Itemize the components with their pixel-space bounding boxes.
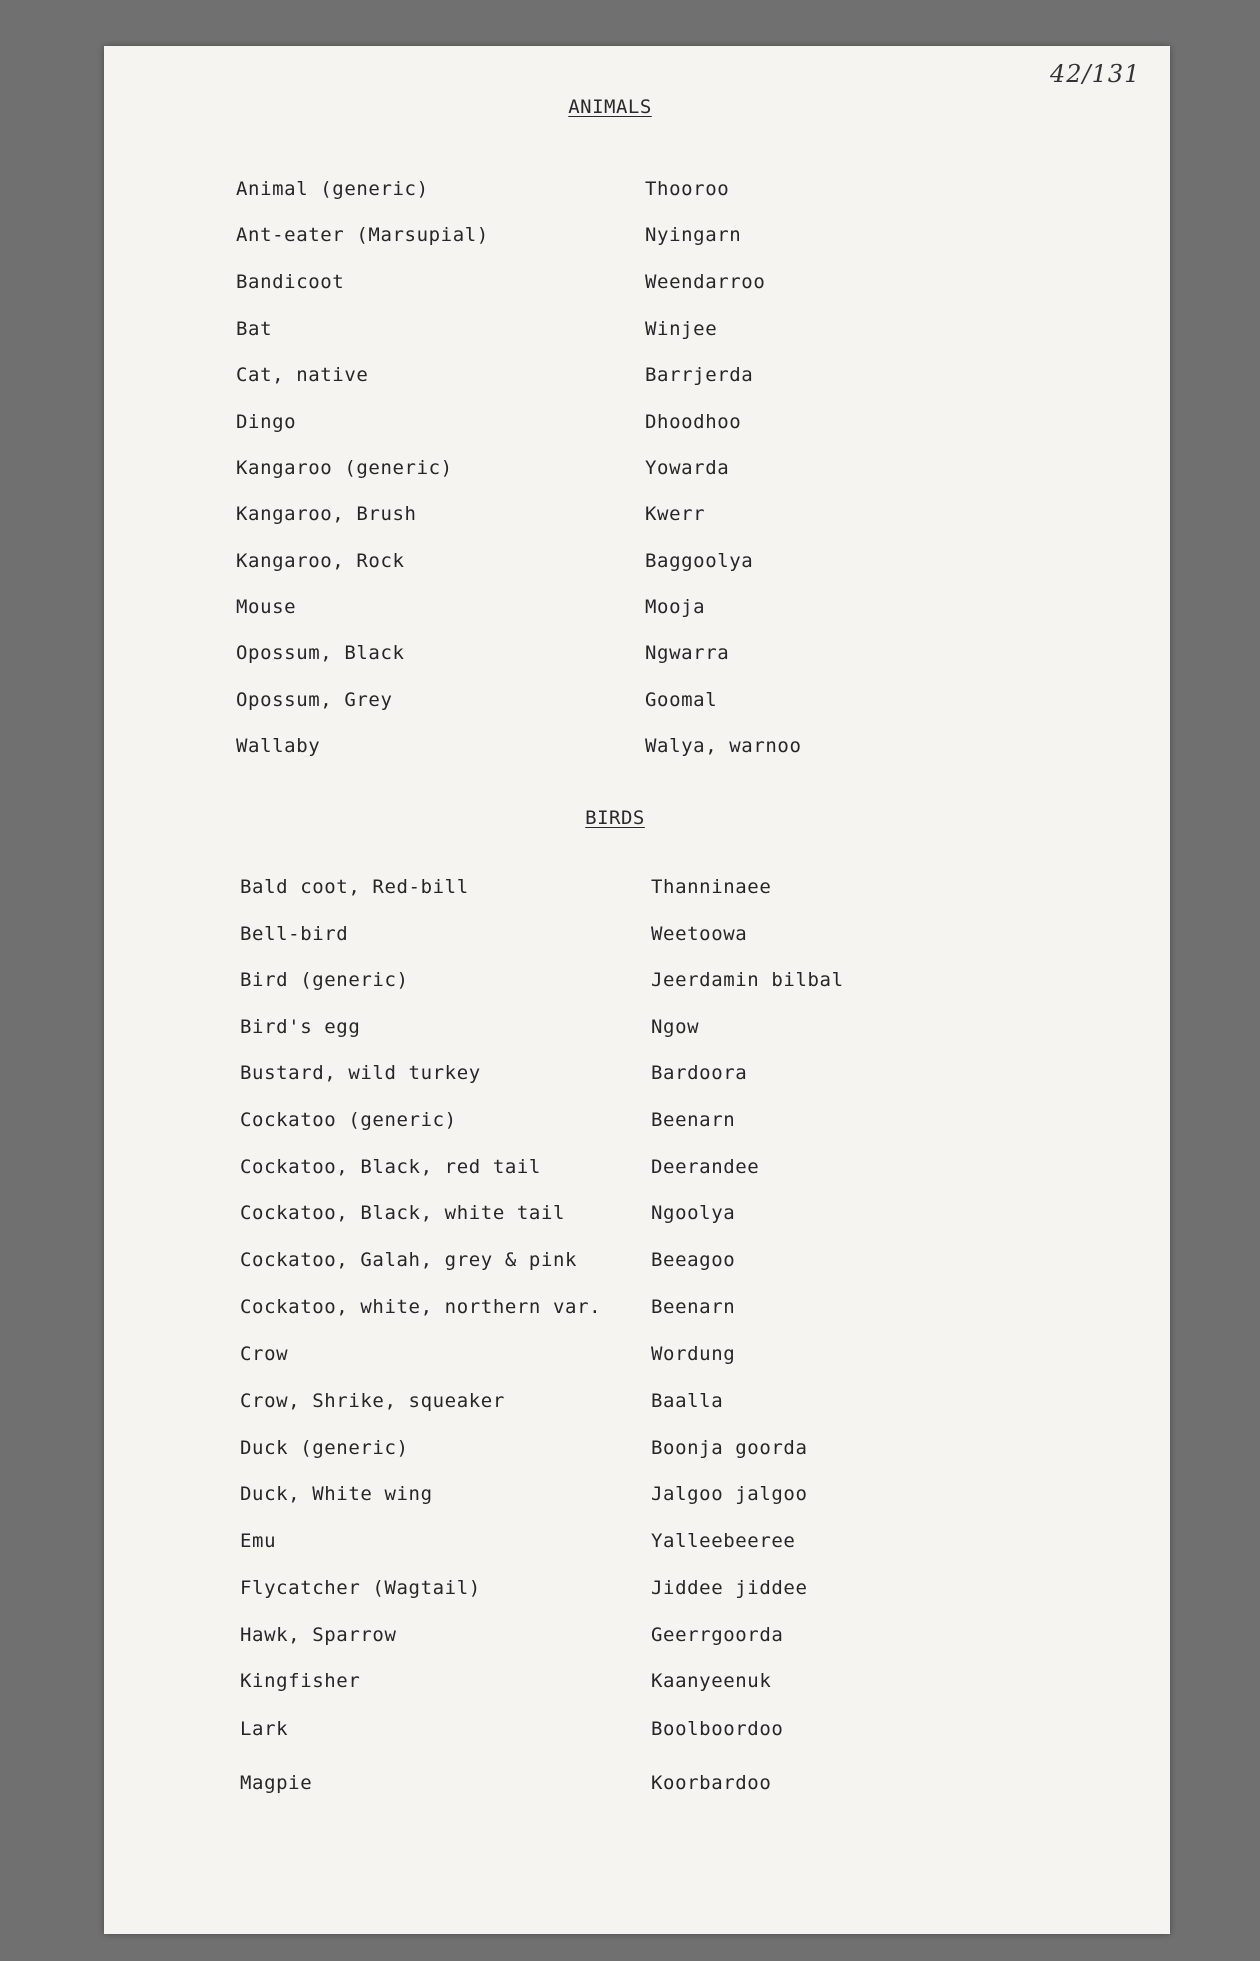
section-heading-birds: BIRDS bbox=[585, 807, 645, 829]
native-term: Boolboordoo bbox=[651, 1718, 784, 1740]
list-item bbox=[0, 1718, 1260, 1748]
english-term: Duck (generic) bbox=[240, 1437, 409, 1459]
native-term: Yalleebeeree bbox=[651, 1530, 796, 1552]
english-term: Lark bbox=[240, 1718, 289, 1740]
list-item bbox=[0, 876, 1260, 906]
english-term: Flycatcher (Wagtail) bbox=[240, 1577, 481, 1599]
list-item bbox=[0, 364, 1260, 394]
list-item bbox=[0, 1624, 1260, 1654]
native-term: Weendarroo bbox=[645, 271, 766, 293]
native-term: Thooroo bbox=[645, 178, 730, 200]
english-term: Emu bbox=[240, 1530, 277, 1552]
english-term: Animal (generic) bbox=[236, 178, 429, 200]
native-term: Jeerdamin bilbal bbox=[651, 969, 844, 991]
english-term: Cat, native bbox=[236, 364, 369, 386]
list-item bbox=[0, 318, 1260, 348]
english-term: Hawk, Sparrow bbox=[240, 1624, 397, 1646]
english-term: Wallaby bbox=[236, 735, 321, 757]
list-item bbox=[0, 1390, 1260, 1420]
native-term: Kwerr bbox=[645, 503, 706, 525]
english-term: Bald coot, Red-bill bbox=[240, 876, 469, 898]
native-term: Nyingarn bbox=[645, 224, 742, 246]
list-item bbox=[0, 969, 1260, 999]
native-term: Geerrgoorda bbox=[651, 1624, 784, 1646]
native-term: Baalla bbox=[651, 1390, 724, 1412]
english-term: Dingo bbox=[236, 411, 297, 433]
native-term: Beenarn bbox=[651, 1296, 736, 1318]
list-item bbox=[0, 1530, 1260, 1560]
native-term: Barrjerda bbox=[645, 364, 754, 386]
english-term: Opossum, Grey bbox=[236, 689, 393, 711]
english-term: Kangaroo, Brush bbox=[236, 503, 417, 525]
english-term: Crow bbox=[240, 1343, 289, 1365]
english-term: Bustard, wild turkey bbox=[240, 1062, 481, 1084]
native-term: Goomal bbox=[645, 689, 718, 711]
list-item bbox=[0, 1202, 1260, 1232]
list-item bbox=[0, 1296, 1260, 1326]
list-item bbox=[0, 503, 1260, 533]
native-term: Bardoora bbox=[651, 1062, 748, 1084]
native-term: Dhoodhoo bbox=[645, 411, 742, 433]
native-term: Thanninaee bbox=[651, 876, 772, 898]
english-term: Cockatoo, Black, red tail bbox=[240, 1156, 541, 1178]
english-term: Crow, Shrike, squeaker bbox=[240, 1390, 505, 1412]
english-term: Bandicoot bbox=[236, 271, 345, 293]
native-term: Deerandee bbox=[651, 1156, 760, 1178]
list-item bbox=[0, 1670, 1260, 1700]
list-item bbox=[0, 1577, 1260, 1607]
list-item bbox=[0, 1343, 1260, 1373]
list-item bbox=[0, 1437, 1260, 1467]
native-term: Mooja bbox=[645, 596, 706, 618]
english-term: Cockatoo (generic) bbox=[240, 1109, 457, 1131]
english-term: Kangaroo, Rock bbox=[236, 550, 405, 572]
english-term: Bird (generic) bbox=[240, 969, 409, 991]
list-item bbox=[0, 271, 1260, 301]
native-term: Walya, warnoo bbox=[645, 735, 802, 757]
native-term: Jalgoo jalgoo bbox=[651, 1483, 808, 1505]
list-item bbox=[0, 689, 1260, 719]
english-term: Ant-eater (Marsupial) bbox=[236, 224, 489, 246]
list-item bbox=[0, 1156, 1260, 1186]
list-item bbox=[0, 735, 1260, 765]
english-term: Kingfisher bbox=[240, 1670, 361, 1692]
list-item bbox=[0, 1483, 1260, 1513]
native-term: Boonja goorda bbox=[651, 1437, 808, 1459]
list-item bbox=[0, 1109, 1260, 1139]
english-term: Duck, White wing bbox=[240, 1483, 433, 1505]
english-term: Cockatoo, Black, white tail bbox=[240, 1202, 566, 1224]
native-term: Kaanyeenuk bbox=[651, 1670, 772, 1692]
native-term: Ngow bbox=[651, 1016, 700, 1038]
section-heading-animals: ANIMALS bbox=[568, 96, 652, 118]
native-term: Ngwarra bbox=[645, 642, 730, 664]
english-term: Mouse bbox=[236, 596, 297, 618]
english-term: Bell-bird bbox=[240, 923, 349, 945]
page-number: 42/131 bbox=[1050, 60, 1141, 88]
english-term: Bird's egg bbox=[240, 1016, 361, 1038]
list-item bbox=[0, 1016, 1260, 1046]
native-term: Wordung bbox=[651, 1343, 736, 1365]
list-item bbox=[0, 596, 1260, 626]
native-term: Beenarn bbox=[651, 1109, 736, 1131]
english-term: Cockatoo, Galah, grey & pink bbox=[240, 1249, 578, 1271]
list-item bbox=[0, 1249, 1260, 1279]
english-term: Bat bbox=[236, 318, 273, 340]
english-term: Kangaroo (generic) bbox=[236, 457, 453, 479]
list-item bbox=[0, 923, 1260, 953]
list-item bbox=[0, 178, 1260, 208]
english-term: Cockatoo, white, northern var. bbox=[240, 1296, 602, 1318]
native-term: Ngoolya bbox=[651, 1202, 736, 1224]
list-item bbox=[0, 1772, 1260, 1802]
native-term: Yowarda bbox=[645, 457, 730, 479]
english-term: Magpie bbox=[240, 1772, 313, 1794]
list-item bbox=[0, 550, 1260, 580]
list-item bbox=[0, 1062, 1260, 1092]
native-term: Baggoolya bbox=[645, 550, 754, 572]
list-item bbox=[0, 411, 1260, 441]
list-item bbox=[0, 457, 1260, 487]
list-item bbox=[0, 642, 1260, 672]
native-term: Winjee bbox=[645, 318, 718, 340]
english-term: Opossum, Black bbox=[236, 642, 405, 664]
native-term: Koorbardoo bbox=[651, 1772, 772, 1794]
native-term: Jiddee jiddee bbox=[651, 1577, 808, 1599]
native-term: Weetoowa bbox=[651, 923, 748, 945]
list-item bbox=[0, 224, 1260, 254]
native-term: Beeagoo bbox=[651, 1249, 736, 1271]
